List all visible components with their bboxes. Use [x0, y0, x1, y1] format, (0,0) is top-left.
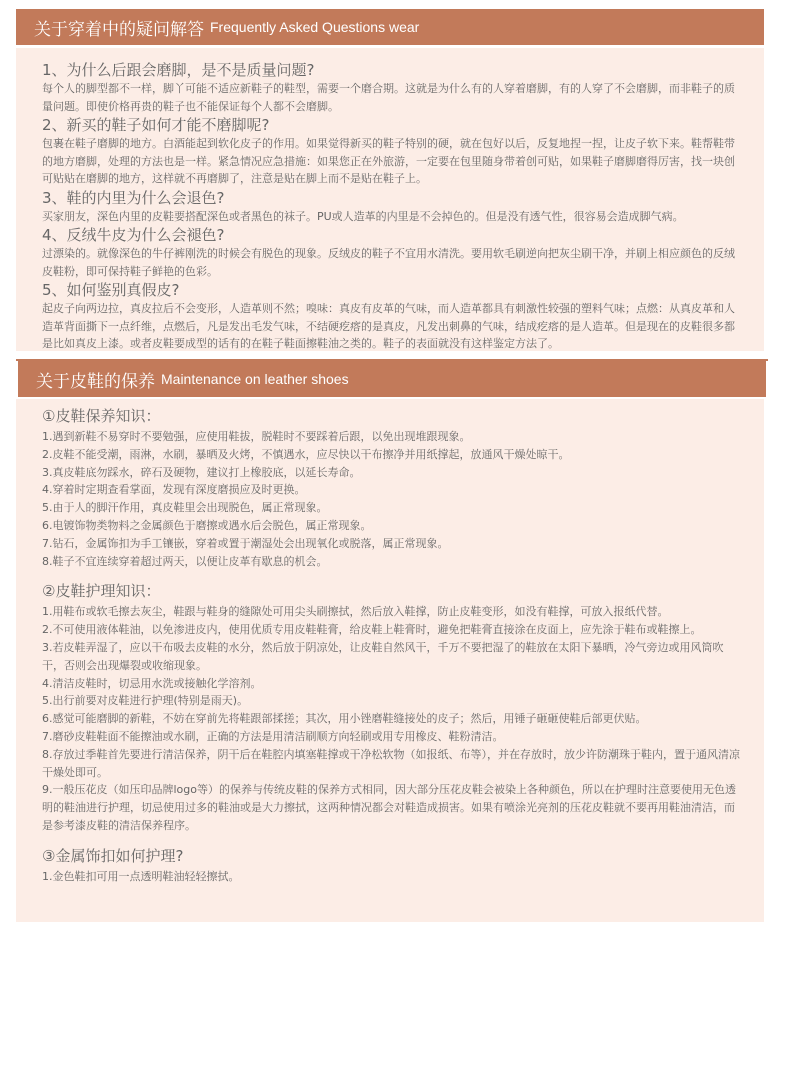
care-panel: [16, 399, 764, 922]
care-item: 6.电镀饰物类物料之金属颜色于磨擦或遇水后会脱色，属正常现象。: [42, 518, 372, 532]
care-item: 1.用鞋布或软毛擦去灰尘，鞋跟与鞋身的缝隙处可用尖头刷擦拭，然后放入鞋撑，防止皮鞋变形，如没有鞋撑，可放入报纸代替。: [42, 605, 669, 619]
care-item: 1.遇到新鞋不易穿时不要勉强，应使用鞋拔，脱鞋时不要踩着后跟，以免出现堆跟现象。: [42, 430, 471, 443]
faq-question-2: 2、新买的鞋子如何才能不磨脚呢?: [42, 116, 270, 134]
faq-section-header: [16, 9, 764, 45]
care-item: 6.感觉可能磨脚的新鞋，不妨在穿前先将鞋跟部揉搓；其次，用小锉磨鞋缝接处的皮子；然后，用锤子砸砸使鞋后部更伏贴。: [42, 712, 647, 726]
care-item: 5.由于人的脚汗作用，真皮鞋里会出现脱色，属正常现象。: [42, 501, 328, 515]
care-item: 4.穿着时定期查看掌面，发现有深度磨损应及时更换。: [42, 483, 306, 497]
faq-answer-1: 每个人的脚型都不一样，脚丫可能不适应新鞋子的鞋型，需要一个磨合期。这就是为什么有的人穿着磨脚，有的人穿了不会磨脚，而非鞋子的质量问题。即使价格再贵的鞋子也不能保证每个人都不会磨脚。: [42, 82, 735, 113]
spacer: [42, 835, 744, 846]
care-section-title-1: ①皮鞋保养知识：: [42, 407, 161, 425]
care-item: 2.不可使用液体鞋油，以免渗进皮内，使用优质专用皮鞋鞋膏，给皮鞋上鞋膏时，避免把鞋膏直接涂在皮面上，应先涂于鞋布或鞋擦上。: [42, 623, 702, 637]
faq-title-en: Frequently Asked Questions wear: [210, 19, 420, 35]
care-item: 2.皮鞋不能受潮，雨淋，水刷，暴晒及火烤，不慎遇水，应尽快以干布擦净并用纸撑起，放通风干燥处晾干。: [42, 447, 570, 461]
care-item: 7.钻石，金属饰扣为手工镶嵌，穿着或置于潮湿处会出现氧化或脱落，属正常现象。: [42, 536, 449, 550]
care-item: 8.鞋子不宜连续穿着超过两天，以便让皮革有歇息的机会。: [42, 554, 328, 568]
faq-question-4: 4、反绒牛皮为什么会褪色?: [42, 226, 225, 244]
spacer: [42, 570, 744, 581]
faq-answer-5: 起皮子向两边拉，真皮拉后不会变形，人造革则不然；嗅味：真皮有皮革的气味，而人造革都具有刺激性较强的塑料气味；点燃：从真皮革和人造革背面撕下一点纤维，点燃后，凡是发出毛发气味，不结硬疙瘩的是真皮，凡发出刺鼻的气味，结成疙瘩的是人造革。但是现在的皮鞋很多都是比如真皮上漆。或者皮鞋要成型的话有的在鞋子鞋面擦鞋油之类的。鞋子的表面就没有这样鉴定方法了。: [42, 302, 735, 350]
care-item: 8.存放过季鞋首先要进行清洁保养，阴干后在鞋腔内填塞鞋撑或干净松软物（如报纸、布等），并在存放时，放少许防潮珠于鞋内，置于通风清凉干燥处即可。: [42, 747, 740, 779]
care-item: 4.清洁皮鞋时，切忌用水洗或接触化学溶剂。: [42, 676, 262, 690]
care-item: 3.真皮鞋底勿踩水，碎石及硬物，建议打上橡胶底，以延长寿命。: [42, 465, 361, 479]
care-item: 9.一般压花皮（如压印品牌logo等）的保养与传统皮鞋的保养方式相同，因大部分压花皮鞋会被染上各种颜色，所以在护理时注意要使用无色透明的鞋油进行护理，切忌使用过多的鞋油或是大力擦拭，这两种情况都会对鞋造成损害。如果有喷涂光亮剂的压花皮鞋就不要再用鞋油清洁，而是参考漆皮鞋的清洁保养程序。: [42, 783, 736, 832]
faq-question-3: 3、鞋的内里为什么会退色?: [42, 188, 225, 207]
care-title-en: Maintenance on leather shoes: [161, 371, 349, 387]
care-item: 7.磨砂皮鞋鞋面不能擦油或水刷，正确的方法是用清洁刷顺方向轻刷或用专用橡皮、鞋粉清洁。: [42, 729, 504, 743]
faq-answer-2: 包裹在鞋子磨脚的地方。白酒能起到软化皮子的作用。如果觉得新买的鞋子特别的硬，就在包好以后，反复地捏一捏，让皮子软下来。鞋帮鞋带的地方磨脚，处理的方法也是一样。紧急情况应急措施：如果您正在外旅游，一定要在包里随身带着创可贴，如果鞋子磨脚磨得厉害，找一块创可贴贴在磨脚的地方，这样就不再磨脚了，注意是贴在脚上而不是贴在鞋子上。: [42, 137, 735, 185]
faq-answer-4: 过漂染的。就像深色的牛仔裤刚洗的时候会有脱色的现象。反绒皮的鞋子不宜用水清洗。要用软毛刷逆向把灰尘刷干净，并刷上相应颜色的反绒皮鞋粉，即可保持鞋子鲜艳的色彩。: [42, 247, 735, 278]
care-section-title-3: ③金属饰扣如何护理?: [42, 846, 184, 865]
faq-question-1: 1、为什么后跟会磨脚，是不是质量问题?: [42, 61, 315, 79]
faq-title-cn: 关于穿着中的疑问解答: [34, 19, 204, 40]
faq-answer-3: 买家朋友，深色内里的皮鞋要搭配深色或者黑色的袜子。PU或人造革的内里是不会掉色的。但是没有透气性，很容易会造成脚气病。: [42, 209, 684, 223]
care-item: 5.出行前要对皮鞋进行护理(特别是雨天)。: [42, 694, 249, 708]
care-section-title-2: ②皮鞋护理知识：: [42, 582, 161, 601]
care-section-header: [18, 361, 766, 397]
care-title-cn: 关于皮鞋的保养: [36, 371, 155, 392]
faq-panel: [16, 48, 764, 351]
care-item: 3.若皮鞋弄湿了，应以干布吸去皮鞋的水分，然后放于阴凉处，让皮鞋自然风干，千万不要把湿了的鞋放在太阳下暴晒，冷气旁边或用风筒吹干，否则会出现爆裂或收缩现象。: [42, 640, 724, 672]
care-item: 1.金色鞋扣可用一点透明鞋油轻轻擦拭。: [42, 869, 240, 883]
faq-question-5: 5、如何鉴别真假皮?: [42, 281, 180, 299]
